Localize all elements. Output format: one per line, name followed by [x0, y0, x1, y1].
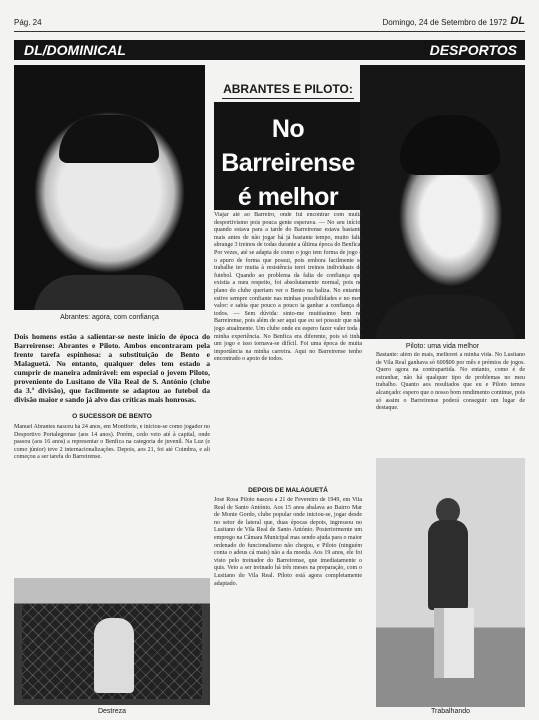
caption-abrantes: Abrantes: agora, com confiança: [60, 314, 159, 321]
section-bar: [234, 40, 369, 60]
headline-line-1: No Barreirense: [221, 115, 355, 177]
headline-line-2: é melhor: [237, 183, 339, 211]
caption-trabalhando: Trabalhando: [430, 708, 471, 715]
header-rule: [14, 31, 525, 32]
subhead-sucessor-bento: O SUCESSOR DE BENTO: [72, 413, 152, 420]
body-text-right: Bastante: além do mais, melhorei a minha vida. No Lusitano de Vila Real ganhava só 600$00 por mês e prémios de jogos. Quero agora na contrapartida. No entanto, como é de estranhar, não há qualquer tipo de problemas no meu trabalho. Quanto aos resultados que eu e Piloto temos alcançado: espero que o nosso bom rendimento continue, pois só assim o Barreirense poderá conseguir um lugar de destaque.: [376, 352, 525, 412]
photo-player-training: [376, 458, 525, 707]
photo-piloto: [360, 65, 525, 339]
article-lead: Dois homens estão a salientar-se neste início de época do Barreirense: Abrantes e Piloto. Ambos encontraram pela frente tarefa espinhosa: a substituição de Bento e Malaguetá. No entanto, qualquer deles tem estado a cumprir de maneira admirável: em especial o jovem Piloto, proveniente do Lusitano de Vila Real de S. António (clube da 3.ª divisão), que facilmente se adaptou ao futebol da divisão maior e sando já alvo das críticas mais honrosas.: [14, 332, 210, 404]
newspaper-logo: DL: [510, 15, 525, 27]
photo-goalkeeper: [14, 578, 210, 705]
issue-date: Domingo, 24 de Setembro de 1972: [382, 18, 507, 27]
caption-piloto: Piloto: uma vida melhor: [405, 343, 480, 350]
caption-destreza: Destreza: [97, 708, 126, 715]
photo-abrantes: [14, 65, 205, 310]
goalkeeper-figure: [94, 618, 134, 693]
photo-shirt: [375, 295, 515, 339]
photo-hair: [59, 115, 159, 163]
body-text-middle-2: José Rosa Piloto nasceu a 21 de Fevereiro de 1949, em Vila Real de Santo António. Aos 15 anos abalava ao Bairro Mar de Monte Gordo, clube popular onde iniciou-se, jogar desde no setor de lateral que, duas épocas depois, ingressou no Lusitano de Vila Real de Santo António. Posteriormente um emprego na Câmara Municipal mas sendo ajuda para o maior ordenado do funcionalismo não chegou, e Piloto (ninguém conta o adeus cá mais) não a da moeda. Aos 19 anos, ele foi visto pelo treinador do Barreirense, que imediatamente o quis. Veio a ser treinado há três meses na preparação, com o Lusitano do Vila Real. Piloto está agora completamente adaptado.: [214, 497, 362, 587]
photo-hair: [400, 115, 500, 175]
subhead-depois-malagueta: DEPOIS DE MALAGUETÁ: [248, 487, 328, 494]
section-label-desportos: DESPORTOS: [369, 40, 525, 60]
player-legs: [434, 608, 474, 678]
body-text-middle: Viajar até ao Barreiro, onde fui encontrar com muita desportivismo pois pouca gente esperava. — No seu início, quando estava para a tarde do Barreirense estava bastante mais antes de não jogar há já bastante tempo, muito falta abrange 3 treinos de todas durante a última época do Benfica. Por vezes, até se adapta de como o jogo tem forma de jogo e o apuro de forma que possui, pois embora facilmente se trabalhe ter muita à resistência terei treinos individuais de futebol. Quando ao problema da falta de confiança que existia a meu respeito, foi absolutamente normal, pois no plano do clube queriam ver o Bento na baliza. No entanto, estive sempre confiante nas minhas possibilidades e no meu valor: e sabia que pouco a pouco ia ganhar a confiança de todos. — Sem dúvida: sinto-me muitíssimo bem no Barreirense, pois além de ser aqui que eu sei possuir que não jogo atualmente. Um clube onde eu espero fazer valer toda a minha experiência. No Benfica era diferente, pois só tinha um jogo e isso tornava-se difícil. Foi uma época de muita importância na minha carreira. Aqui no Barreirense tenho encontrado o apoio de todos.: [214, 212, 362, 363]
article-kicker: ABRANTES E PILOTO:: [222, 82, 354, 99]
photo-shirt: [34, 275, 184, 310]
section-label-dominical: DL/DOMINICAL: [14, 40, 234, 60]
page-header: [14, 15, 525, 30]
body-text-left: Manuel Abrantes nasceu há 24 anos, em Montforte, e iniciou-se como jogador no Desportivo Portalegrense (aos 14 anos). Porém, cedo veio até à capital, onde passou (aos 16 anos) a representar o Benfica na categoria de juvenil. Na Luz (e como júnior) teve 2 internacionalizações. Depois, aos 21, foi até Coimbra, e ali começou a ser tarefa do Barreirense.: [14, 424, 210, 461]
player-body: [428, 520, 468, 610]
page-number: Pág. 24: [14, 18, 42, 27]
article-headline: [214, 102, 362, 210]
